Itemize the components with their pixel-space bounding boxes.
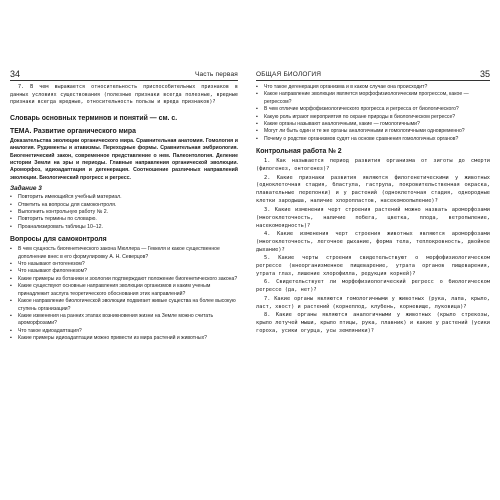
question-item: ▪ Могут ли быть один и те же органы аналогичными и гомологичными одновременно? [256, 128, 490, 135]
task-heading: Задание 3 [10, 185, 42, 193]
task-item: • Ответить на вопросы для самоконтроля. [10, 202, 238, 209]
test-item: 5. Какие черты строения свидетельствуют о морфофизиологическом регрессе (внеорганизменное пищеварение, утрата органов пищеварения, утрата глаз, лишение хлорофилла, редукция корней)? [256, 255, 490, 277]
task-item: • Проанализировать таблицы 10–12. [10, 224, 238, 231]
test-item: 6. Свидетельствует ли морфофизиологический регресс о биологическом регрессе (да, нет)? [256, 279, 490, 294]
question-item: ▪ Какое направление эволюции является морфофизиологическим прогрессом, какое — регрессом? [256, 91, 490, 106]
right-page-number: 35 [479, 69, 490, 79]
left-page-number: 34 [10, 69, 21, 79]
questions-heading: Вопросы для самоконтроля [10, 236, 107, 244]
task-item: • Выполнить контрольную работу № 2. [10, 209, 238, 216]
question-item: ▪ Какие примеры идиоадаптации можно привести из мира растений и животных? [10, 335, 238, 342]
left-page-header [10, 70, 238, 81]
right-page [256, 70, 490, 432]
question-item: ▪ Что такое дегенерация организма и в каком случае она происходит? [256, 84, 490, 91]
question-item: ▪ Что называют филогенезом? [10, 268, 238, 275]
carryover-question: 7. В чем выражается относительность приспособительных признаков в данных условиях существования (полезные признаки всегда полезные, вредные признаки всегда вредные, относительность пользы и вреда признаков)? [10, 84, 238, 106]
question-item: ▪ Что называют онтогенезом? [10, 261, 238, 268]
glossary-heading: Словарь основных терминов и понятий — см. с. [10, 114, 178, 122]
question-item: ▪ Какую роль играют мероприятия по охране природы в биологическом регрессе? [256, 114, 490, 121]
right-page-header [256, 70, 490, 81]
left-running-title: Часть первая [194, 71, 238, 78]
right-running-title: ОБЩАЯ БИОЛОГИЯ [256, 71, 322, 78]
task-list [10, 194, 238, 231]
question-item: ▪ Почему о родстве организмов судят на основе сравнения гомологичных органов? [256, 136, 490, 143]
test-heading: Контрольная работа № 2 [256, 148, 342, 156]
questions-list [10, 246, 238, 342]
question-item: ▪ Какие изменения на ранних этапах возникновения жизни на Земле можно считать ароморфозами? [10, 313, 238, 328]
question-item: ▪ В чем сущность биогенетического закона Мюллера — Геккеля и какое существенное дополнение внес в его формулировку А. Н. Северцов? [10, 246, 238, 261]
test-item: 4. Какие изменения черт строения животных являются ароморфозами (многоклеточность, легочное дыхание, форма тела, теплокровность, двойное дыхание)? [256, 230, 490, 253]
test-item: 8. Какие органы являются аналогичными у животных (крыло стрекозы, крыло летучей мыши, крыло птицы, рука, плавник) и какие у растений (усики гороха, усики огурца, усы земляники)? [256, 311, 490, 334]
question-item: ▪ В чем отличие морфофизиологического прогресса и регресса от биологического? [256, 106, 490, 113]
question-item: ▪ Что такое идиоадаптация? [10, 328, 238, 335]
topic-description: Доказательства эволюции органического мира. Сравнительная анатомия. Гомология и аналогия. Рудименты и атавизмы. Переходные формы. Сравнительная эмбриология. Биогенетический закон, современное представление о нем. Палеонтология. Деление истории Земли на эры и периоды. Главные направления органической эволюции. Ароморфоз, идиоадаптация и дегенерация. Соотношение различных направлений эволюции. Биологический прогресс и регресс. [10, 137, 238, 181]
question-item: ▪ Какие существуют основные направления эволюции организмов и каким ученым принадлежит заслуга теоретического обоснования этих направлений? [10, 283, 238, 298]
questions-continued-list [256, 84, 490, 143]
question-item: ▪ Какие органы называют аналогичными, какие — гомологичными? [256, 121, 490, 128]
question-item: ▪ Какие примеры из ботаники и зоологии подтверждают положение биогенетического закона? [10, 276, 238, 283]
task-item: • Повторить имеющийся учебный материал. [10, 194, 238, 201]
test-item: 7. Какие органы являются гомологичными у животных (рука, лапа, крыло, ласт, хвост) и растений (корнеплод, клубень, корневище, луковица)? [256, 295, 490, 310]
test-item: 3. Какие изменения черт строения растений можно назвать ароморфозами (многоклеточность, наличие побега, цветка, плода, ветропыление, насекомоядность)? [256, 206, 490, 229]
task-item: • Повторить термины по словарю. [10, 216, 238, 223]
test-item: 2. Какие признаки развития являются филогенетическими у животных (одноклеточная стадия, бластула, гаструла, покровительственная окраска, плавательные перепонки) и у растений (одноклеточная стадия, однородные клетки зародыша, наличие хлоропластов, насекомоопыление)? [256, 174, 490, 205]
topic-heading: ТЕМА. Развитие органического мира [10, 127, 136, 135]
test-list [256, 158, 490, 335]
test-item: 1. Как называется период развития организма от зиготы до смерти (филогенез, онтогенез)? [256, 158, 490, 173]
left-page [10, 70, 238, 432]
question-item: ▪ Какое направление биологической эволюции подвигает живые существа на более высокую ступень организации? [10, 298, 238, 313]
